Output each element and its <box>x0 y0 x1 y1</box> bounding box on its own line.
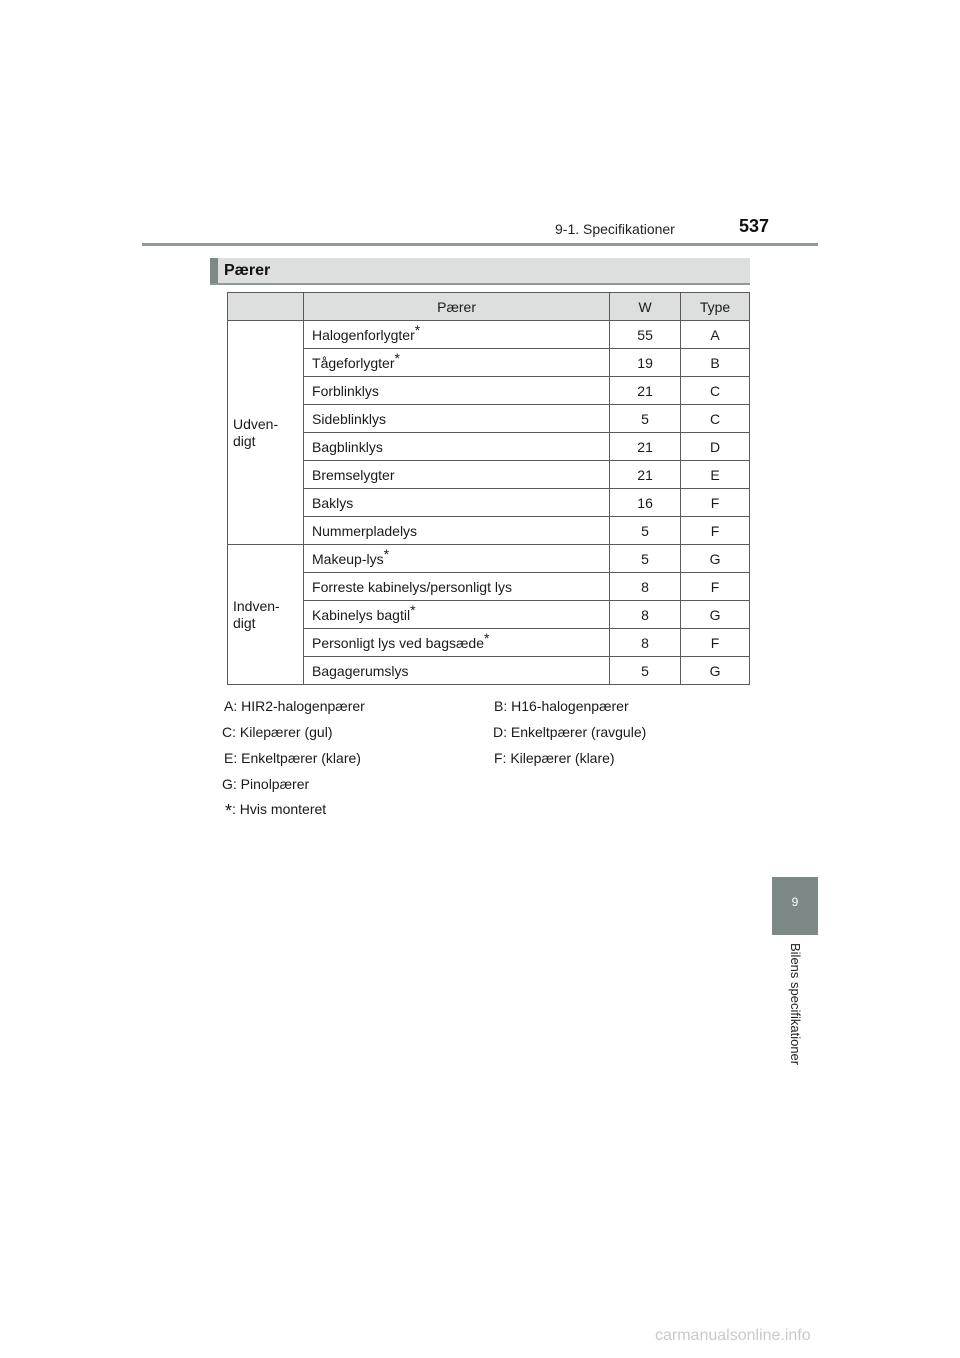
table-row <box>228 461 750 489</box>
bulb-name-cell <box>304 433 610 461</box>
if-equipped-asterisk: * <box>484 629 490 646</box>
bulb-type-cell: F <box>681 629 750 657</box>
table-row <box>228 545 750 573</box>
header-cell-type: Type <box>681 293 750 321</box>
bulb-watt-cell: 5 <box>610 517 681 545</box>
header-cell-watt: W <box>610 293 681 321</box>
table-header-row <box>228 293 750 321</box>
legend-e: E: Enkeltpærer (klare) <box>224 750 361 766</box>
bulb-watt-cell: 5 <box>610 657 681 685</box>
chapter-tab-label: Bilens specifikationer <box>788 943 803 1066</box>
table-row <box>228 517 750 545</box>
group-label-line: Udven- <box>233 415 279 432</box>
bulb-watt-cell: 55 <box>610 321 681 349</box>
chapter-tab-number: 9 <box>791 895 799 909</box>
bulb-name-cell <box>304 377 610 405</box>
bulb-name: Bremselygter <box>312 466 395 483</box>
bulb-watt-cell: 5 <box>610 405 681 433</box>
section-bar-rule <box>210 283 750 285</box>
table-row <box>228 349 750 377</box>
bulb-watt-cell: 19 <box>610 349 681 377</box>
header-cell-bulbs: Pærer <box>304 293 610 321</box>
header-cell-group <box>228 293 304 321</box>
bulb-name: Forblinklys <box>312 382 379 399</box>
table-row <box>228 657 750 685</box>
footnote-star: * <box>225 801 233 821</box>
section-bar <box>210 258 750 284</box>
bulb-type-cell: B <box>681 349 750 377</box>
if-equipped-asterisk: * <box>414 321 421 338</box>
group-label-line: Indven- <box>233 597 280 614</box>
bulb-name-cell <box>304 601 610 629</box>
bulb-name-cell <box>304 349 610 377</box>
bulb-name-cell <box>304 405 610 433</box>
table-row <box>228 629 750 657</box>
bulb-name: Makeup-lys <box>312 550 384 567</box>
table-row <box>228 405 750 433</box>
table-row <box>228 377 750 405</box>
legend-d: D: Enkeltpærer (ravgule) <box>493 724 647 740</box>
bulb-type-cell: G <box>681 545 750 573</box>
footnote <box>225 798 326 819</box>
bulb-watt-cell: 21 <box>610 461 681 489</box>
bulb-name: Kabinelys bagtil <box>312 606 411 623</box>
section-title: 9-1. Specifikationer <box>555 221 675 237</box>
bulb-name: Halogenforlygter <box>312 326 415 343</box>
bulb-watt-cell: 5 <box>610 545 681 573</box>
bulb-watt-cell: 8 <box>610 601 681 629</box>
watermark: carmanualsonline.info <box>655 1327 811 1344</box>
bulb-type-cell: F <box>681 517 750 545</box>
bulb-watt-cell: 21 <box>610 377 681 405</box>
bulb-name: Forreste kabinelys/personligt lys <box>312 578 512 595</box>
bulb-watt-cell: 8 <box>610 629 681 657</box>
bulb-name-cell <box>304 489 610 517</box>
footnote-text: : Hvis monteret <box>232 801 327 817</box>
bulb-table-body <box>228 321 750 685</box>
bulb-name: Personligt lys ved bagsæde <box>312 634 485 651</box>
bulb-type-cell: G <box>681 601 750 629</box>
bulb-name-cell <box>304 657 610 685</box>
bulb-name: Bagagerumslys <box>312 662 409 679</box>
page-number: 537 <box>739 216 770 236</box>
bulb-name-cell <box>304 545 610 573</box>
bulb-name: Tågeforlygter <box>312 354 395 371</box>
group-label-cell <box>228 321 304 545</box>
legend-b: B: H16-halogenpærer <box>494 698 629 714</box>
bulb-name-cell <box>304 321 610 349</box>
group-label-line: digt <box>233 432 256 449</box>
bulb-watt-cell: 16 <box>610 489 681 517</box>
table-row <box>228 489 750 517</box>
bulb-name-cell <box>304 461 610 489</box>
table-row <box>228 321 750 349</box>
bulb-type-cell: G <box>681 657 750 685</box>
bulb-type-cell: C <box>681 405 750 433</box>
bulb-name-cell <box>304 629 610 657</box>
bulb-name-cell <box>304 517 610 545</box>
bulb-type-cell: F <box>681 489 750 517</box>
header-rule <box>142 243 818 246</box>
legend-c: C: Kilepærer (gul) <box>222 724 333 740</box>
if-equipped-asterisk: * <box>394 349 400 366</box>
bulb-name: Nummerpladelys <box>312 522 418 539</box>
bulb-type-cell: F <box>681 573 750 601</box>
bulb-type-cell: D <box>681 433 750 461</box>
if-equipped-asterisk: * <box>383 545 390 562</box>
bulb-name: Sideblinklys <box>312 410 386 427</box>
table-row <box>228 601 750 629</box>
group-label-cell <box>228 545 304 685</box>
bulb-watt-cell: 21 <box>610 433 681 461</box>
table-row <box>228 573 750 601</box>
bulb-watt-cell: 8 <box>610 573 681 601</box>
bulb-type-cell: E <box>681 461 750 489</box>
legend-f: F: Kilepærer (klare) <box>494 750 615 766</box>
bulb-type-cell: C <box>681 377 750 405</box>
legend-g: G: Pinolpærer <box>222 776 310 792</box>
section-bar-accent <box>210 258 218 284</box>
if-equipped-asterisk: * <box>410 601 416 618</box>
bulb-table <box>227 292 750 685</box>
bulb-type-cell: A <box>681 321 750 349</box>
table-row <box>228 433 750 461</box>
legend-a: A: HIR2-halogenpærer <box>224 698 365 714</box>
section-bar-title: Pærer <box>224 262 271 279</box>
bulb-name: Baklys <box>312 494 354 511</box>
bulb-name-cell <box>304 573 610 601</box>
bulb-name: Bagblinklys <box>312 438 383 455</box>
group-label-line: digt <box>233 614 256 631</box>
